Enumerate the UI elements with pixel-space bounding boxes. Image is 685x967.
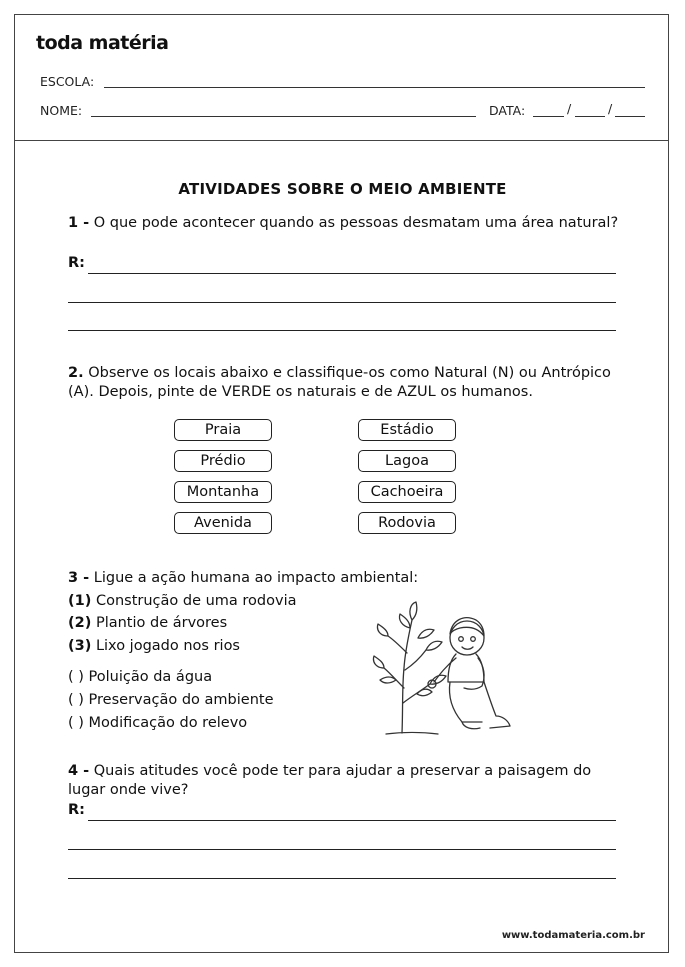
question-number: 2.: [68, 365, 84, 381]
question-2: [68, 364, 628, 402]
impact-text: Poluição da água: [88, 669, 213, 685]
question-3: [68, 569, 628, 588]
logo: toda matéria: [36, 32, 169, 54]
place-box[interactable]: Montanha: [174, 481, 272, 503]
answer-line[interactable]: [68, 878, 616, 879]
question-number: 4 -: [68, 763, 90, 779]
date-day-field[interactable]: [533, 116, 564, 117]
place-box[interactable]: Praia: [174, 419, 272, 441]
boy-planting-tree-illustration: [372, 598, 517, 738]
impact-text: Preservação do ambiente: [88, 692, 274, 708]
question-number: 1 -: [68, 215, 90, 231]
action-text: Plantio de árvores: [95, 615, 228, 631]
answer-line[interactable]: [68, 330, 616, 331]
date-month-field[interactable]: [575, 116, 605, 117]
action-text: Construção de uma rodovia: [95, 593, 297, 609]
date-separator: /: [608, 101, 613, 116]
impact-blank[interactable]: ( ): [68, 669, 84, 685]
place-box[interactable]: Rodovia: [358, 512, 456, 534]
name-label: NOME:: [40, 103, 83, 118]
question-text: O que pode acontecer quando as pessoas desmatam uma área natural?: [93, 215, 619, 231]
answer-line[interactable]: [88, 820, 616, 821]
action-item: [68, 592, 297, 611]
page-title: ATIVIDADES SOBRE O MEIO AMBIENTE: [178, 180, 507, 198]
question-text: Ligue a ação humana ao impacto ambiental:: [93, 570, 419, 586]
date-year-field[interactable]: [615, 116, 645, 117]
action-item: [68, 637, 240, 656]
place-box[interactable]: Lagoa: [358, 450, 456, 472]
question-1: [68, 214, 628, 233]
answer-label: R:: [68, 255, 85, 271]
place-box[interactable]: Avenida: [174, 512, 272, 534]
place-box[interactable]: Prédio: [174, 450, 272, 472]
answer-line[interactable]: [88, 273, 616, 274]
impact-blank[interactable]: ( ): [68, 715, 84, 731]
place-box[interactable]: Cachoeira: [358, 481, 456, 503]
place-box[interactable]: Estádio: [358, 419, 456, 441]
impact-text: Modificação do relevo: [88, 715, 248, 731]
question-number: 3 -: [68, 570, 90, 586]
date-label: DATA:: [489, 103, 526, 118]
header-divider: [14, 140, 669, 141]
footer-url: www.todamateria.com.br: [501, 930, 645, 941]
action-item: [68, 614, 227, 633]
impact-item: [68, 714, 247, 733]
impact-item: [68, 668, 212, 687]
impact-blank[interactable]: ( ): [68, 692, 84, 708]
answer-label: R:: [68, 802, 85, 818]
action-number: (3): [68, 638, 92, 654]
action-text: Lixo jogado nos rios: [95, 638, 240, 654]
name-field[interactable]: [91, 116, 476, 117]
school-field[interactable]: [104, 87, 645, 88]
action-number: (1): [68, 593, 92, 609]
question-4: [68, 762, 628, 800]
impact-item: [68, 691, 274, 710]
question-text: Quais atitudes você pode ter para ajudar a preservar a paisagem do lugar onde vive?: [68, 763, 592, 798]
answer-line[interactable]: [68, 849, 616, 850]
date-separator: /: [567, 101, 572, 116]
action-number: (2): [68, 615, 92, 631]
answer-line[interactable]: [68, 302, 616, 303]
worksheet-frame: [14, 14, 669, 953]
school-label: ESCOLA:: [40, 74, 95, 89]
question-text: Observe os locais abaixo e classifique-os como Natural (N) ou Antrópico (A). Depois, pinte de VERDE os naturais e de AZUL os humanos.: [68, 365, 611, 400]
